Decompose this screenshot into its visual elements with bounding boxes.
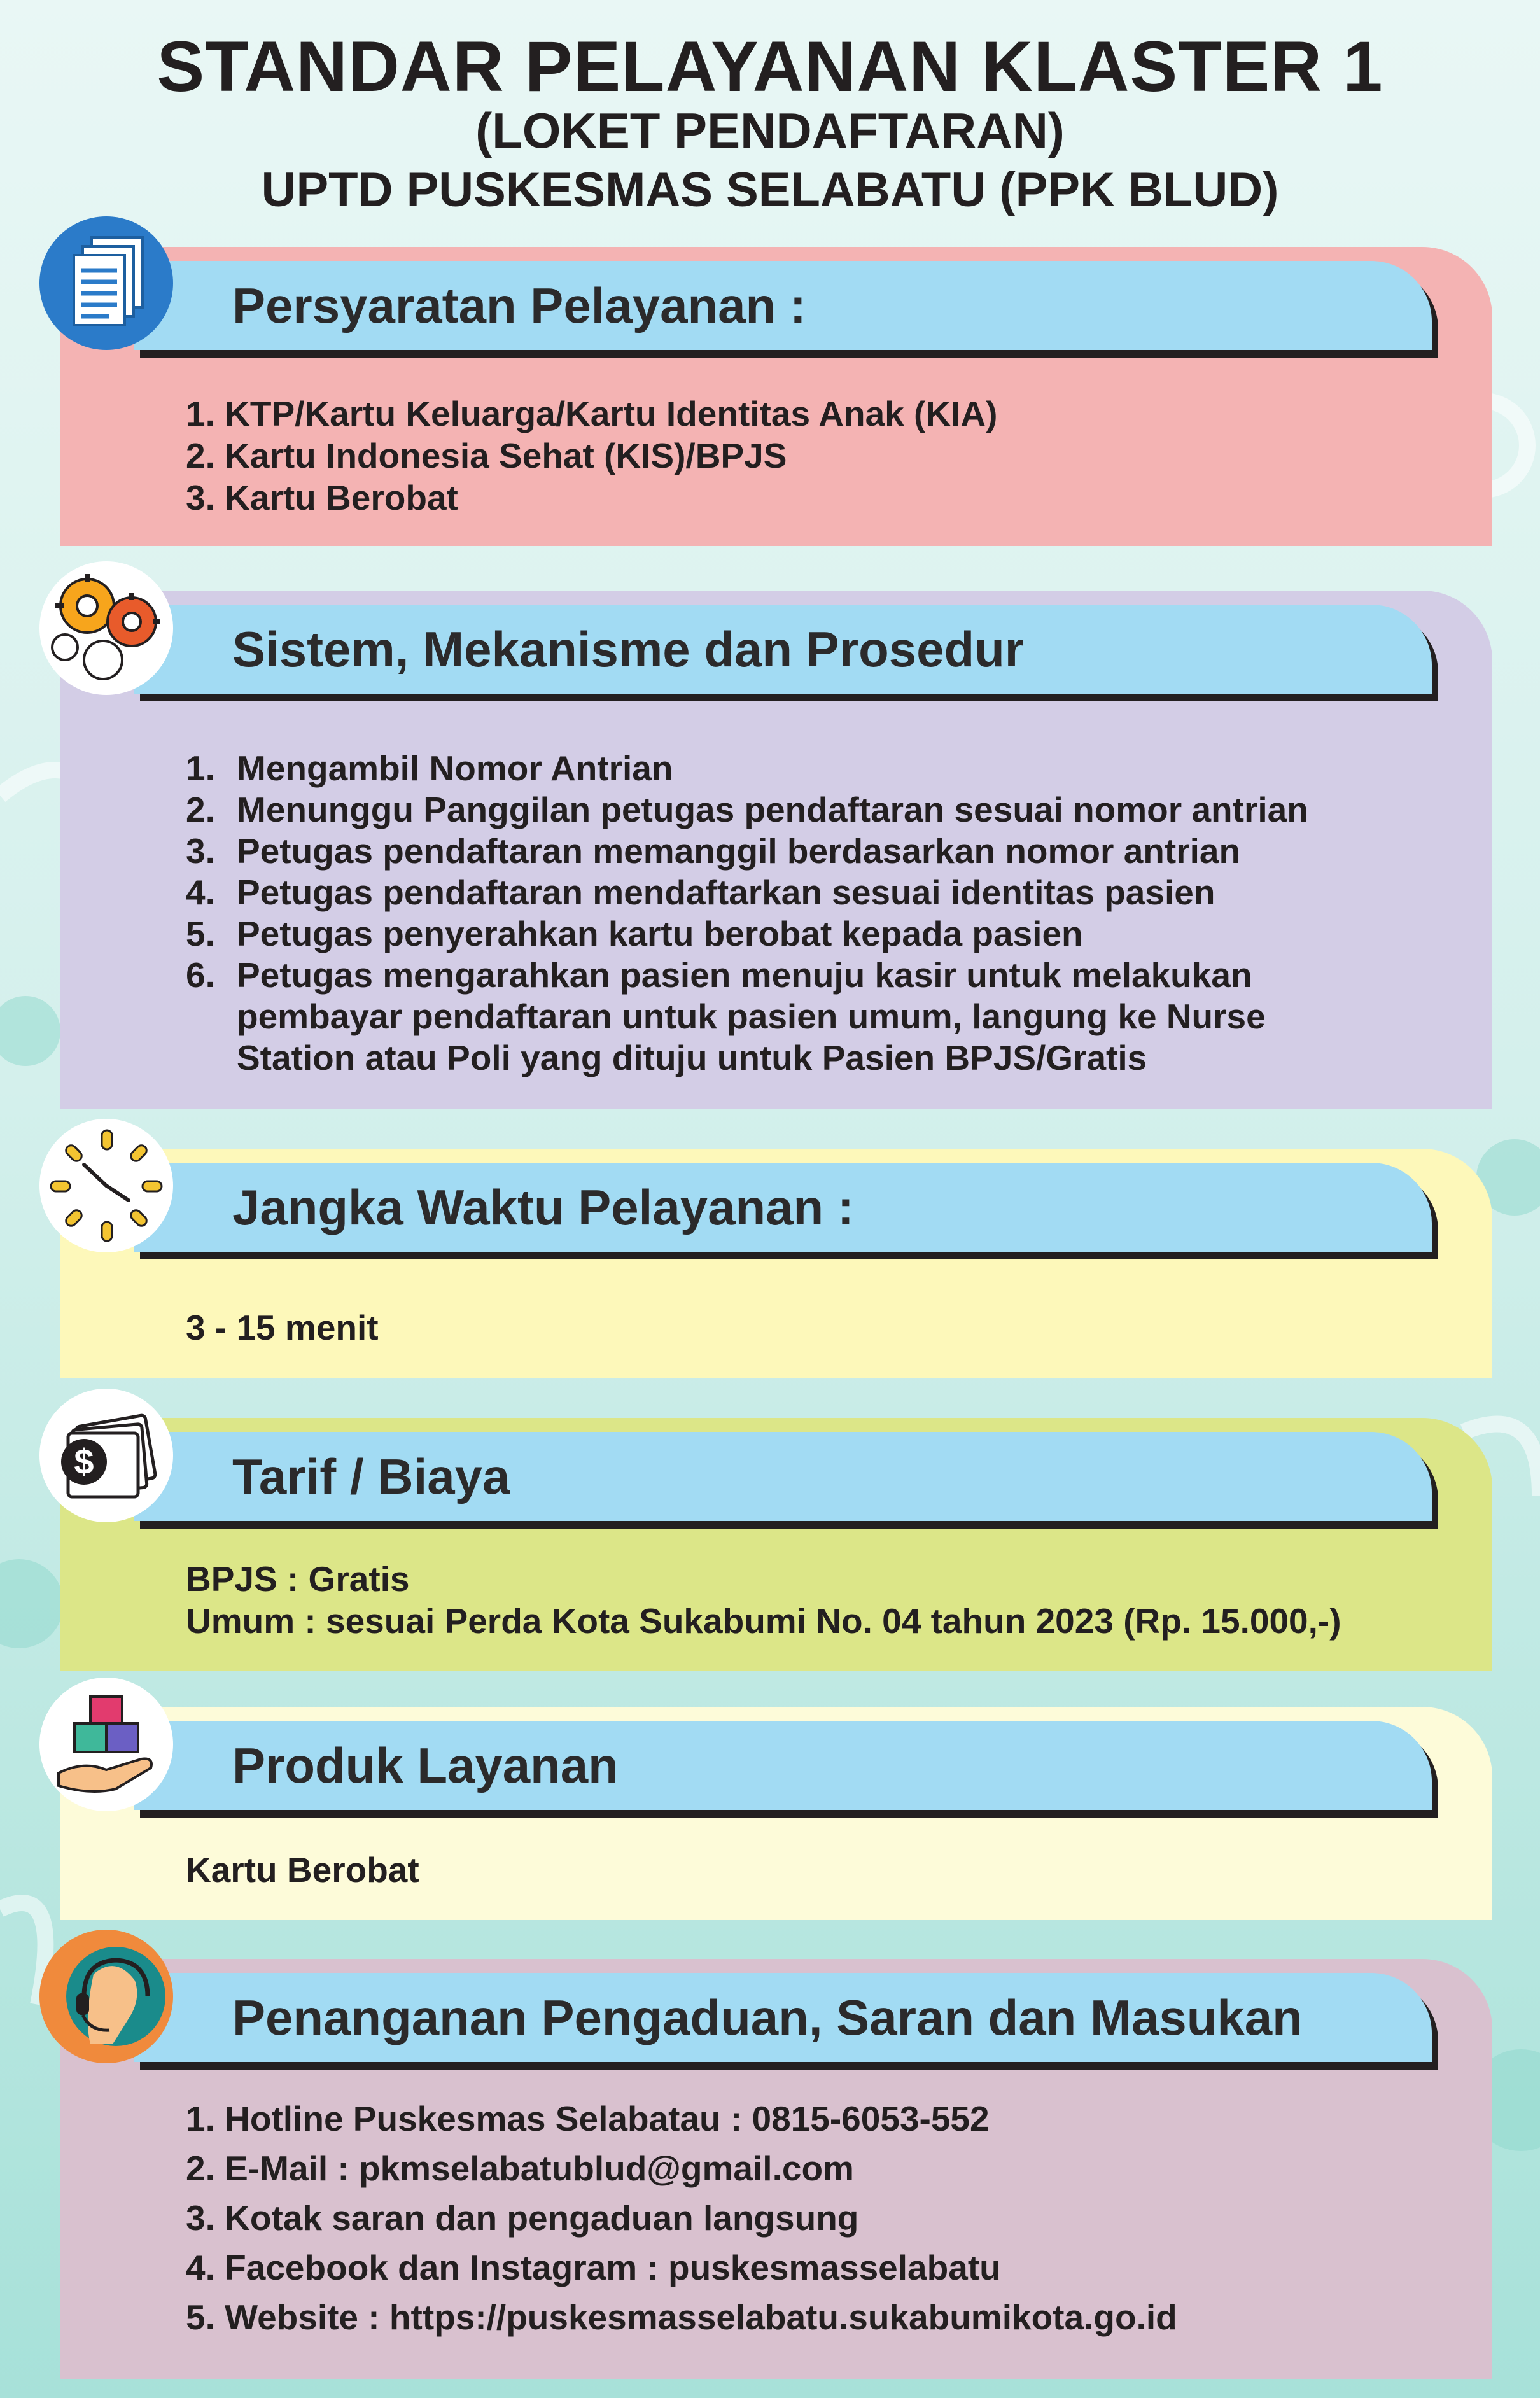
list-item: 4. Facebook dan Instagram : puskesmasselabatu: [186, 2248, 1001, 2287]
organization-name: UPTD PUSKESMAS SELABATU (PPK BLUD): [261, 163, 1279, 217]
gears-icon: [39, 561, 173, 695]
list-item-continuation: pembayar pendaftaran untuk pasien umum, langung ke Nurse: [237, 997, 1266, 1036]
list-item: 5. Website : https://puskesmasselabatu.sukabumikota.go.id: [186, 2297, 1177, 2337]
section-content: [186, 1849, 419, 1891]
list-item: 2. Menunggu Panggilan petugas pendaftaran sesuai nomor antrian: [186, 790, 1308, 829]
money-icon: [39, 1389, 173, 1522]
list-item: 1. KTP/Kartu Keluarga/Kartu Identitas Anak (KIA): [186, 394, 998, 433]
list-item: Kartu Berobat: [186, 1850, 419, 1890]
list-item: 6. Petugas mengarahkan pasien menuju kasir untuk melakukan: [186, 955, 1252, 995]
section-content: [186, 393, 997, 519]
document-icon: [39, 216, 173, 350]
list-item: 1. Mengambil Nomor Antrian: [186, 748, 673, 788]
list-item: 3 - 15 menit: [186, 1308, 379, 1347]
list-item-continuation: Station atau Poli yang dituju untuk Pasien BPJS/Gratis: [237, 1038, 1147, 1077]
page-subtitle: (LOKET PENDAFTARAN): [475, 102, 1065, 158]
clock-icon: [39, 1119, 173, 1252]
section-title: Produk Layanan: [232, 1737, 619, 1793]
list-item: 3. Petugas pendaftaran memanggil berdasarkan nomor antrian: [186, 831, 1241, 871]
section-title: Tarif / Biaya: [232, 1448, 510, 1504]
list-item: 2. E-Mail : pkmselabatublud@gmail.com: [186, 2149, 854, 2188]
list-item: 3. Kotak saran dan pengaduan langsung: [186, 2198, 859, 2238]
section-title: Jangka Waktu Pelayanan :: [232, 1179, 854, 1235]
list-item: 4. Petugas pendaftaran mendaftarkan sesuai identitas pasien: [186, 873, 1215, 912]
section-title: Penanganan Pengaduan, Saran dan Masukan: [232, 1989, 1303, 2045]
page-title: STANDAR PELAYANAN KLASTER 1: [157, 27, 1383, 106]
product-hand-icon: [39, 1678, 173, 1811]
list-item: 1. Hotline Puskesmas Selabatau : 0815-6053-552: [186, 2099, 990, 2138]
list-item: Umum : sesuai Perda Kota Sukabumi No. 04 tahun 2023 (Rp. 15.000,-): [186, 1601, 1341, 1641]
section-content: [186, 1307, 379, 1349]
section-title: Sistem, Mekanisme dan Prosedur: [232, 621, 1025, 677]
headset-support-icon: [39, 1930, 173, 2063]
section-content: [186, 1558, 1341, 1642]
section-content: [186, 748, 1308, 1079]
section-content: [186, 2094, 1177, 2342]
list-item: 2. Kartu Indonesia Sehat (KIS)/BPJS: [186, 436, 787, 475]
section-title: Persyaratan Pelayanan :: [232, 277, 806, 333]
list-item: 5. Petugas penyerahkan kartu berobat kepada pasien: [186, 914, 1083, 953]
list-item: BPJS : Gratis: [186, 1559, 410, 1599]
svg-text:$: $: [74, 1441, 94, 1482]
list-item: 3. Kartu Berobat: [186, 478, 458, 517]
